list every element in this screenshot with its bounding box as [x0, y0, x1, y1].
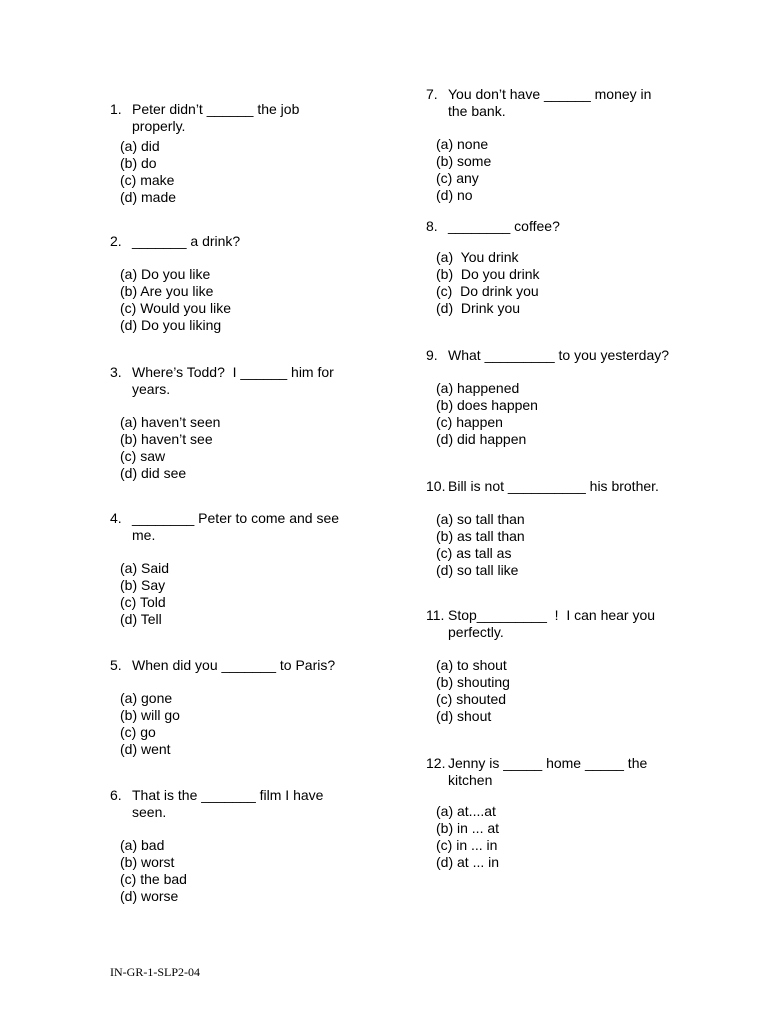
- question-text-line: years.: [132, 381, 171, 397]
- question-number: 12.: [426, 755, 446, 771]
- question-number: 6.: [110, 787, 122, 803]
- answer-option: (b) Do you drink: [436, 266, 540, 282]
- question-11: [426, 607, 655, 725]
- document-code: IN-GR-1-SLP2-04: [110, 965, 200, 979]
- question-9: [426, 347, 669, 448]
- answer-options: [120, 690, 335, 758]
- answer-option: (c) shouted: [436, 691, 507, 707]
- answer-option: (d) went: [120, 741, 171, 757]
- answer-option: (c) saw: [120, 448, 166, 464]
- answer-option: (c) Told: [120, 594, 166, 610]
- question-number: 3.: [110, 364, 122, 380]
- answer-option: (d) Drink you: [436, 300, 521, 316]
- question-text-line: the bank.: [448, 103, 506, 119]
- question-stem: [110, 364, 334, 398]
- question-stem: [110, 101, 299, 135]
- question-text-line: Stop_________ ! I can hear you: [448, 607, 656, 623]
- answer-options: [436, 803, 647, 871]
- question-stem: [110, 510, 339, 544]
- answer-option: (b) does happen: [436, 397, 538, 413]
- answer-option: (b) Say: [120, 577, 166, 593]
- question-text-line: You don’t have ______ money in: [448, 86, 652, 102]
- answer-options: [436, 249, 560, 317]
- question-4: [110, 510, 339, 628]
- answer-option: (a) none: [436, 136, 489, 152]
- question-text-line: When did you _______ to Paris?: [132, 657, 336, 673]
- answer-option: (d) did see: [120, 465, 187, 481]
- question-2: [110, 233, 240, 334]
- question-number: 11.: [426, 607, 445, 623]
- question-stem: [426, 86, 651, 120]
- question-text-line: ________ Peter to come and see: [132, 510, 340, 526]
- question-8: [426, 218, 560, 317]
- question-text-line: properly.: [132, 118, 186, 134]
- answer-option: (b) shouting: [436, 674, 510, 690]
- answer-option: (c) Would you like: [120, 300, 232, 316]
- answer-option: (a) to shout: [436, 657, 507, 673]
- question-10: [426, 478, 659, 579]
- answer-option: (a) gone: [120, 690, 173, 706]
- answer-option: (d) Do you liking: [120, 317, 222, 333]
- answer-option: (b) some: [436, 153, 492, 169]
- question-number: 4.: [110, 510, 122, 526]
- question-text-line: Jenny is _____ home _____ the: [448, 755, 648, 771]
- question-number: 8.: [426, 218, 438, 234]
- question-6: [110, 787, 323, 905]
- answer-options: [436, 511, 659, 579]
- question-7: [426, 86, 651, 204]
- question-text-line: kitchen: [448, 772, 493, 788]
- answer-option: (b) Are you like: [120, 283, 214, 299]
- answer-option: (a) You drink: [436, 249, 519, 265]
- question-stem: [426, 755, 647, 789]
- answer-option: (b) as tall than: [436, 528, 525, 544]
- answer-options: [436, 657, 655, 725]
- answer-option: (d) worse: [120, 888, 179, 904]
- answer-options: [120, 138, 299, 206]
- question-text-line: What _________ to you yesterday?: [448, 347, 670, 363]
- question-stem: [110, 787, 323, 821]
- answer-option: (d) so tall like: [436, 562, 519, 578]
- answer-option: (c) make: [120, 172, 175, 188]
- question-text-line: Where’s Todd? I ______ him for: [132, 364, 334, 380]
- answer-options: [436, 380, 669, 448]
- answer-options: [436, 136, 651, 204]
- answer-option: (a) so tall than: [436, 511, 525, 527]
- answer-option: (d) at ... in: [436, 854, 500, 870]
- answer-option: (c) any: [436, 170, 479, 186]
- question-text-line: Peter didn’t ______ the job: [132, 101, 300, 117]
- question-stem: [110, 657, 335, 674]
- question-stem: [426, 218, 560, 235]
- answer-option: (a) did: [120, 138, 160, 154]
- answer-option: (b) in ... at: [436, 820, 500, 836]
- question-number: 7.: [426, 86, 438, 102]
- question-3: [110, 364, 334, 482]
- answer-option: (a) haven’t seen: [120, 414, 221, 430]
- answer-option: (d) Tell: [120, 611, 162, 627]
- question-12: [426, 755, 647, 871]
- answer-option: (c) the bad: [120, 871, 187, 887]
- question-number: 10.: [426, 478, 446, 494]
- answer-option: (a) Do you like: [120, 266, 211, 282]
- answer-option: (d) made: [120, 189, 177, 205]
- question-stem: [426, 347, 669, 364]
- question-1: [110, 101, 299, 206]
- answer-option: (c) happen: [436, 414, 503, 430]
- answer-option: (c) as tall as: [436, 545, 512, 561]
- question-text-line: perfectly.: [448, 624, 504, 640]
- answer-option: (b) do: [120, 155, 157, 171]
- question-text-line: _______ a drink?: [132, 233, 241, 249]
- question-text-line: seen.: [132, 804, 167, 820]
- question-number: 5.: [110, 657, 122, 673]
- answer-option: (b) haven’t see: [120, 431, 213, 447]
- answer-option: (b) will go: [120, 707, 180, 723]
- question-text-line: That is the _______ film I have: [132, 787, 324, 803]
- answer-option: (d) did happen: [436, 431, 527, 447]
- question-stem: [110, 233, 240, 250]
- answer-option: (a) at....at: [436, 803, 496, 819]
- question-text-line: ________ coffee?: [448, 218, 560, 234]
- answer-options: [120, 414, 334, 482]
- answer-option: (c) Do drink you: [436, 283, 539, 299]
- answer-option: (d) no: [436, 187, 473, 203]
- question-stem: [426, 607, 655, 641]
- question-number: 9.: [426, 347, 438, 363]
- answer-option: (b) worst: [120, 854, 175, 870]
- answer-option: (c) go: [120, 724, 156, 740]
- question-5: [110, 657, 335, 758]
- answer-options: [120, 266, 240, 334]
- question-stem: [426, 478, 659, 495]
- answer-option: (a) happened: [436, 380, 520, 396]
- question-text-line: me.: [132, 527, 156, 543]
- question-text-line: Bill is not __________ his brother.: [448, 478, 659, 494]
- answer-options: [120, 837, 323, 905]
- answer-option: (a) bad: [120, 837, 165, 853]
- answer-option: (d) shout: [436, 708, 492, 724]
- answer-option: (c) in ... in: [436, 837, 498, 853]
- answer-option: (a) Said: [120, 560, 170, 576]
- question-number: 2.: [110, 233, 122, 249]
- question-number: 1.: [110, 101, 122, 117]
- answer-options: [120, 560, 339, 628]
